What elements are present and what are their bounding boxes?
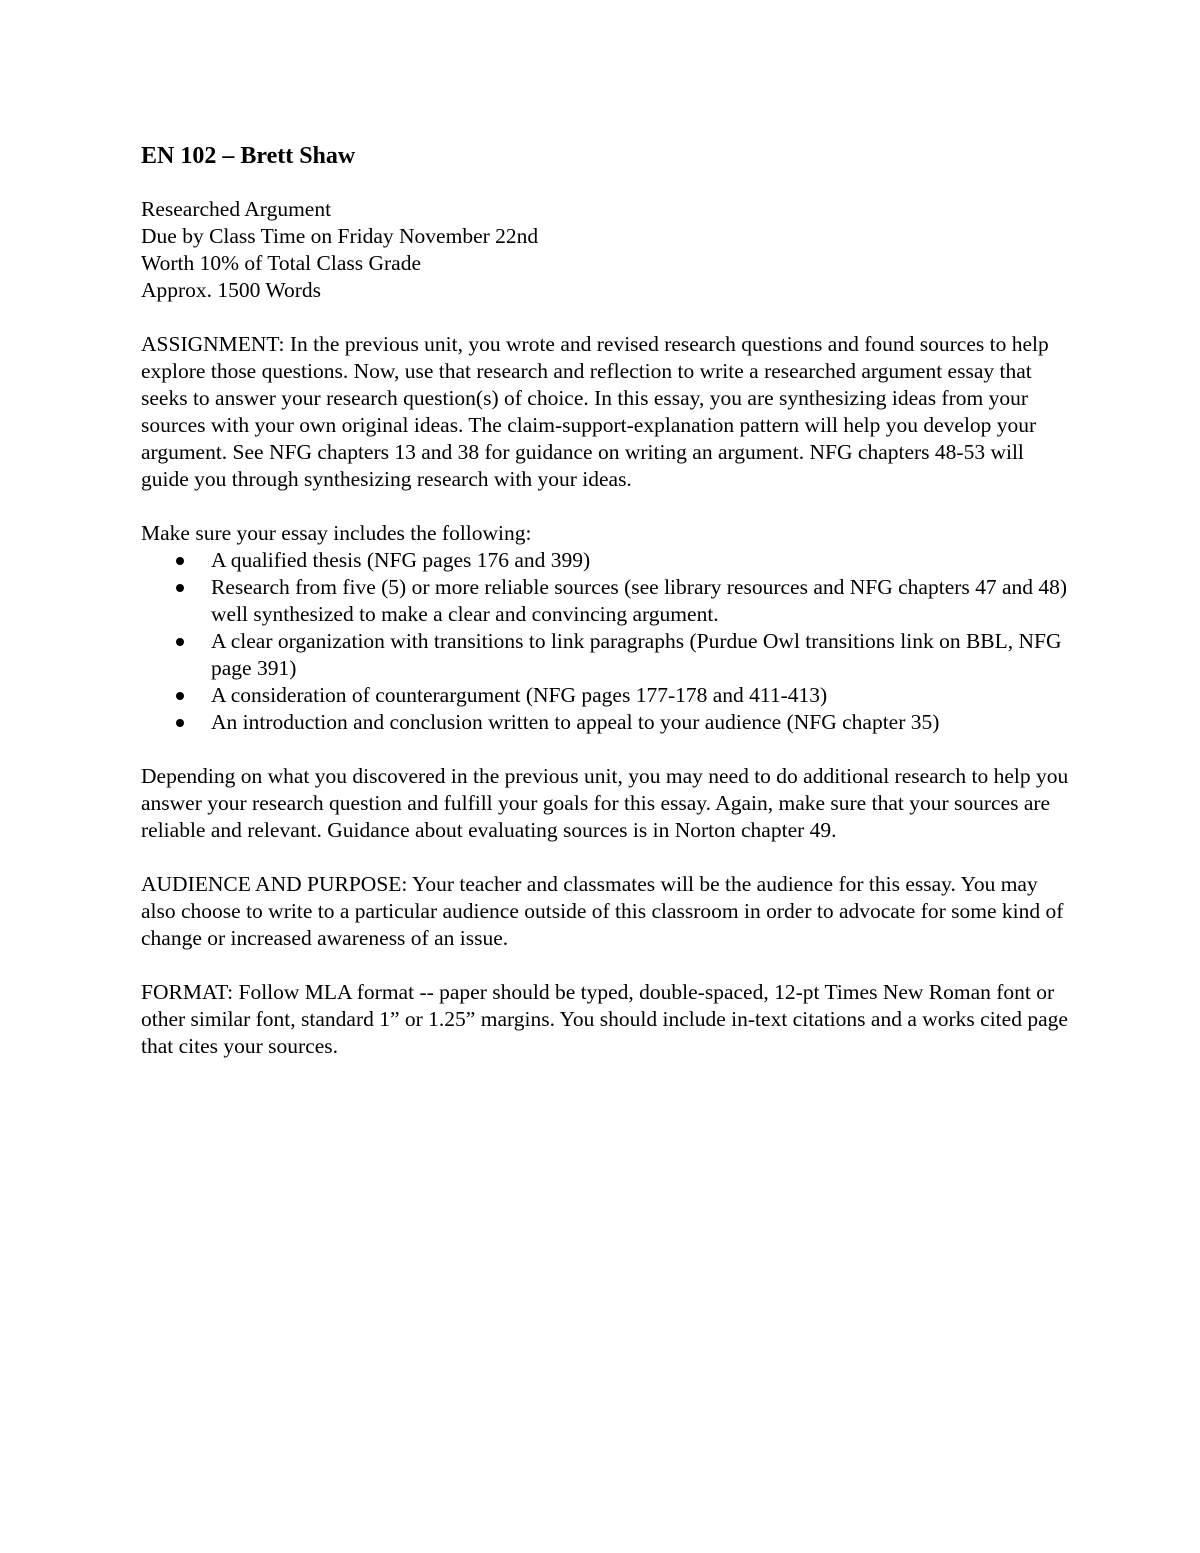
requirement-text: Research from five (5) or more reliable sources (see library resources and NFG chapters 47 and 48) well synthesized to make a clear and convincing argument.	[211, 575, 1068, 626]
requirement-text: An introduction and conclusion written to appeal to your audience (NFG chapter 35)	[211, 710, 940, 734]
list-item	[141, 574, 1071, 628]
list-item	[141, 709, 1071, 736]
grade-weight: Worth 10% of Total Class Grade	[141, 251, 421, 275]
assignment-meta	[141, 196, 1071, 304]
bullet-icon	[176, 719, 184, 727]
requirements-list	[141, 547, 1071, 736]
document-page	[141, 140, 1071, 1087]
audience-purpose-paragraph: AUDIENCE AND PURPOSE: Your teacher and classmates will be the audience for this essay. You may also choose to write to a particular audience outside of this classroom in order to advocate for some kind of change or increased awareness of an issue.	[141, 872, 1064, 950]
assignment-paragraph: ASSIGNMENT: In the previous unit, you wrote and revised research questions and found sources to help explore those questions. Now, use that research and reflection to write a researched argument essay that seeks to answer your research question(s) of choice. In this essay, you are synthesizing ideas from your sources with your own original ideas. The claim-support-explanation pattern will help you develop your argument. See NFG chapters 13 and 38 for guidance on writing an argument. NFG chapters 48-53 will guide you through synthesizing research with your ideas.	[141, 332, 1049, 491]
list-item	[141, 547, 1071, 574]
bullet-icon	[176, 638, 184, 646]
list-item	[141, 628, 1071, 682]
due-date: Due by Class Time on Friday November 22nd	[141, 224, 539, 248]
research-paragraph: Depending on what you discovered in the previous unit, you may need to do additional research to help you answer your research question and fulfill your goals for this essay. Again, make sure that your sources are reliable and relevant. Guidance about evaluating sources is in Norton chapter 49.	[141, 764, 1069, 842]
requirement-text: A consideration of counterargument (NFG pages 177-178 and 411-413)	[211, 683, 828, 707]
requirements-intro: Make sure your essay includes the following:	[141, 521, 532, 545]
document-title: EN 102 – Brett Shaw	[141, 143, 356, 169]
requirement-text: A qualified thesis (NFG pages 176 and 399)	[211, 548, 591, 572]
bullet-icon	[176, 692, 184, 700]
list-item	[141, 682, 1071, 709]
bullet-icon	[176, 557, 184, 565]
requirement-text: A clear organization with transitions to link paragraphs (Purdue Owl transitions link on BBL, NFG page 391)	[211, 629, 1062, 680]
assignment-name: Researched Argument	[141, 197, 332, 221]
format-paragraph: FORMAT: Follow MLA format -- paper should be typed, double-spaced, 12-pt Times New Roman font or other similar font, standard 1” or 1.25” margins. You should include in-text citations and a works cited page that cites your sources.	[141, 980, 1068, 1058]
bullet-icon	[176, 584, 184, 592]
word-count: Approx. 1500 Words	[141, 278, 322, 302]
